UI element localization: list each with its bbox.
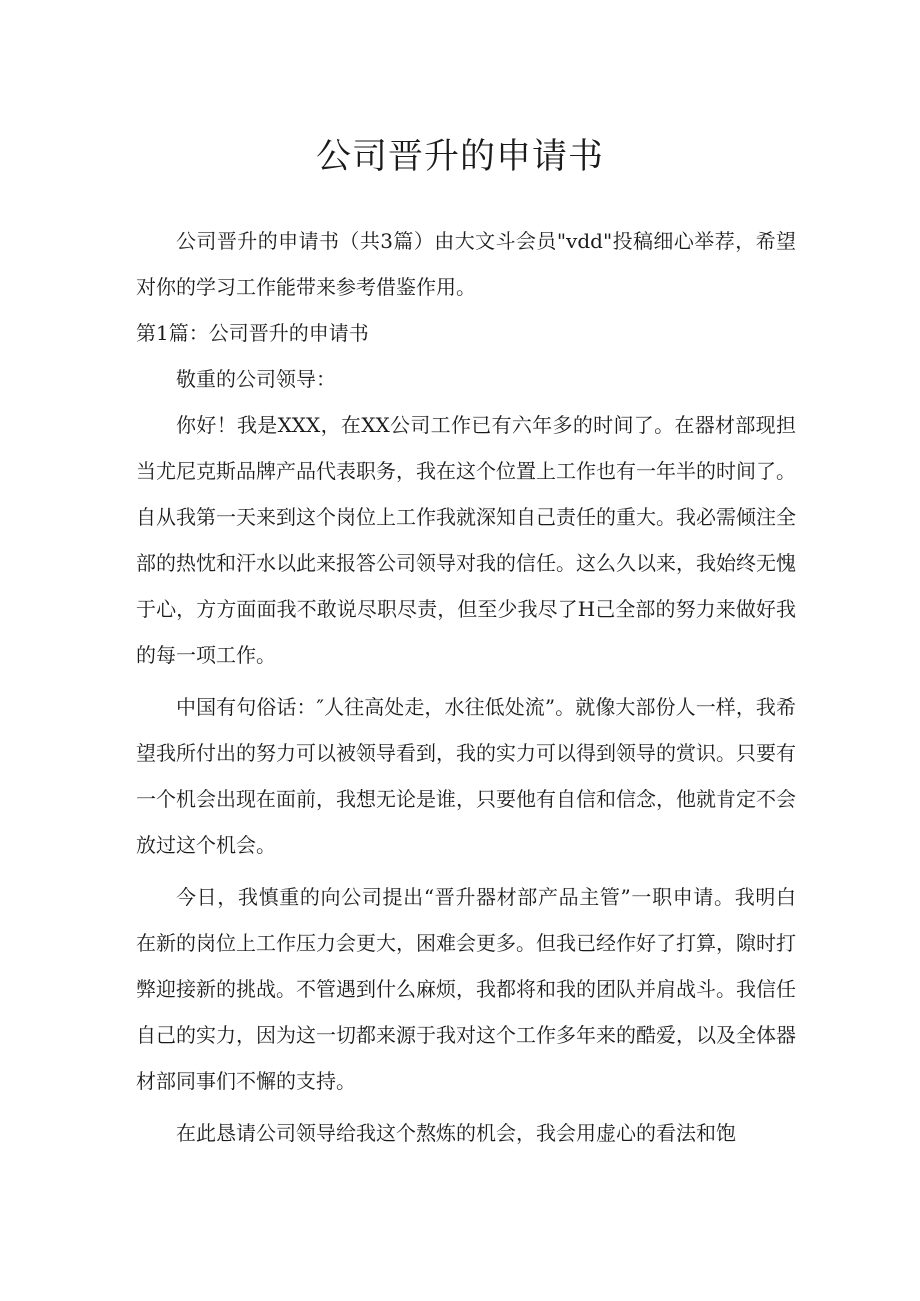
section-heading: 第1篇：公司晋升的申请书 (136, 321, 369, 345)
intro-paragraph: 公司晋升的申请书（共3篇）由大文斗会员"vdd"投稿细心举荐，希望对你的学习工作能带来参考借鉴作用。 (136, 229, 796, 299)
document-title: 公司晋升的申请书 (315, 137, 604, 177)
body-paragraph-3: 今日，我慎重的向公司提出“晋升器材部产品主管”一职申请。我明白在新的岗位上工作压力会更大，困难会更多。但我已经作好了打算，隙时打弊迎接新的挑战。不管遇到什么麻烦，我都将和我的团队并肩战斗。我信任自己的实力，因为这一切都来源于我对这个工作多年来的酷爱，以及全体器材部同事们不懈的支持。 (136, 885, 796, 1093)
body-paragraph-1: 你好！我是XXX，在XX公司工作已有六年多的时间了。在器材部现担当尤尼克斯品牌产品代表职务，我在这个位置上工作也有一年半的时间了。自从我第一天来到这个岗位上工作我就深知自己责任的重大。我必需倾注全部的热忱和汗水以此来报答公司领导对我的信任。这么久以来，我始终无愧于心，方方面面我不敢说尽职尽责，但至少我尽了H己全部的努力来做好我的每一项工作。 (136, 413, 796, 667)
body-paragraph-4: 在此恳请公司领导给我这个熬炼的机会，我会用虚心的看法和饱 (176, 1121, 736, 1145)
document-body (136, 218, 796, 1156)
body-paragraph-2: 中国有句俗话：″人往高处走，水往低处流”。就像大部份人一样，我希望我所付出的努力可以被领导看到，我的实力可以得到领导的赏识。只要有一个机会出现在面前，我想无论是谁，只要他有自信和信念，他就肯定不会放过这个机会。 (136, 695, 796, 857)
salutation: 敬重的公司领导： (176, 367, 336, 391)
